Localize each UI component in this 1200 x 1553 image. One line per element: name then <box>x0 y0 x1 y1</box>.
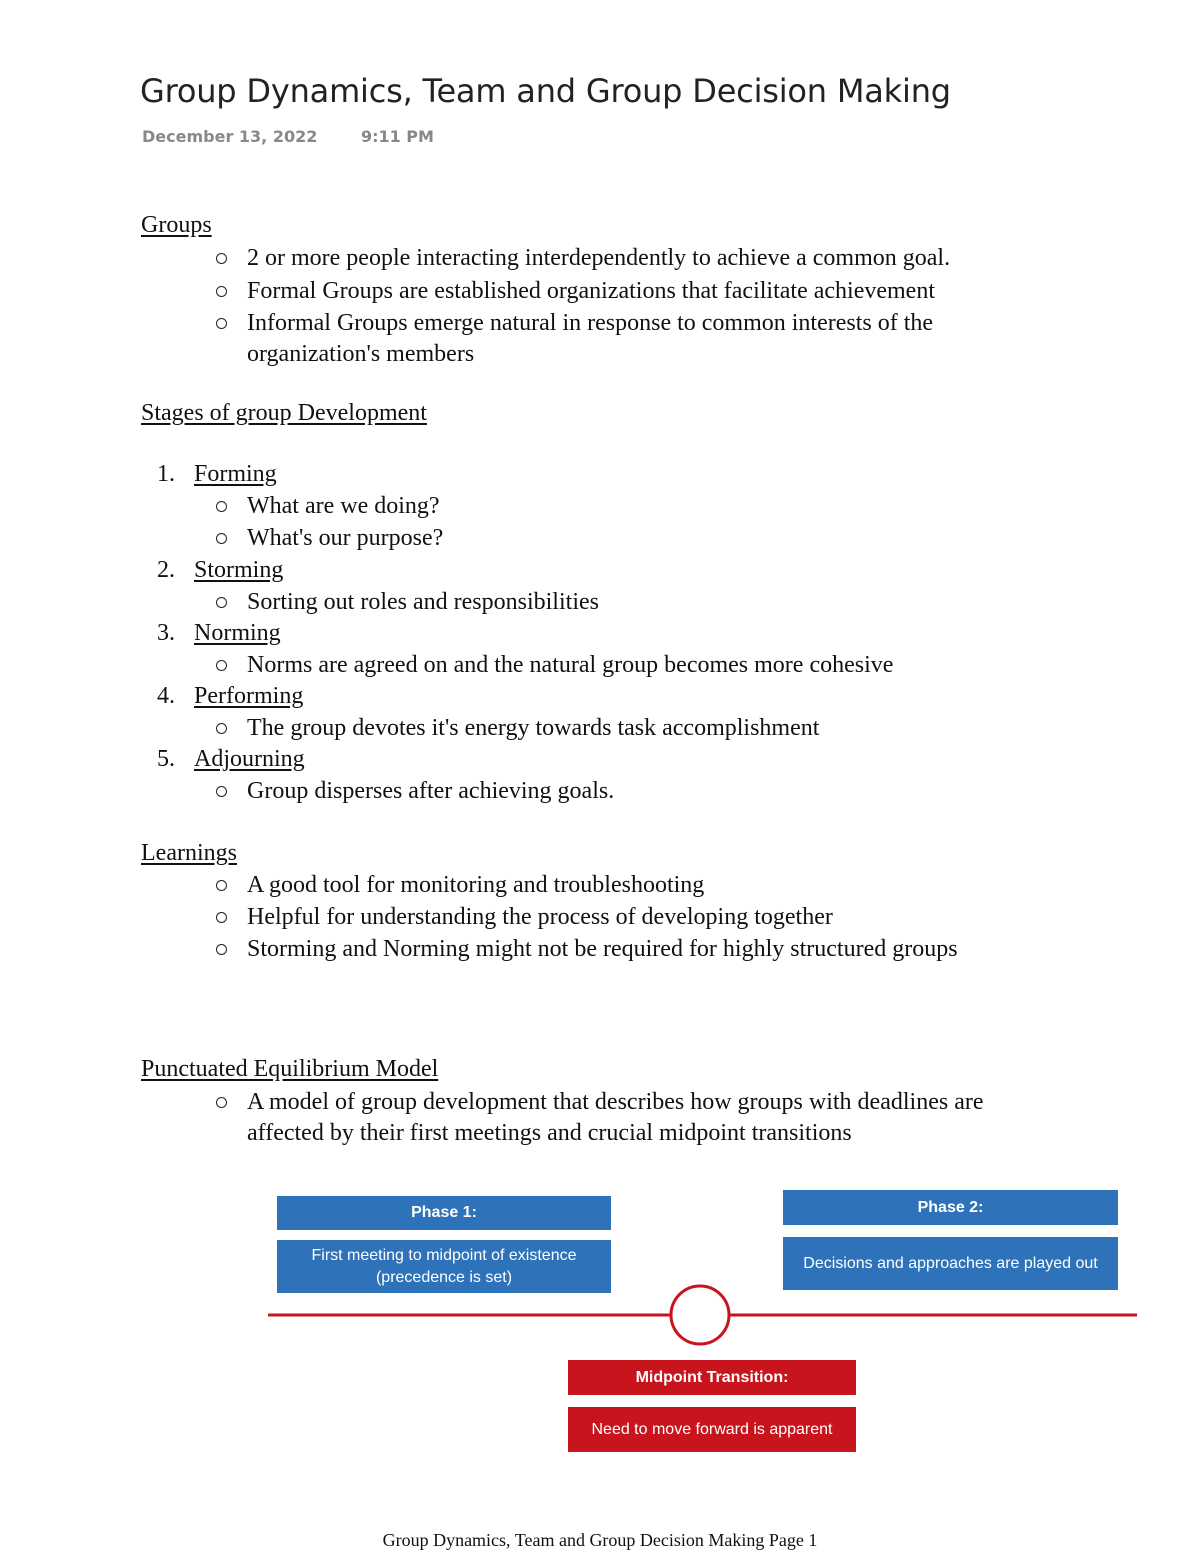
stage-item-storming <box>157 557 283 584</box>
stage-bullet: What are we doing? <box>247 491 1077 522</box>
phase1-text-box: First meeting to midpoint of existence (precedence is set) <box>277 1240 611 1293</box>
stage-bullet: Norms are agreed on and the natural group becomes more cohesive <box>247 650 1077 681</box>
stage-label: Norming <box>194 620 281 646</box>
pem-heading: Punctuated Equilibrium Model <box>141 1056 439 1082</box>
stage-label: Forming <box>194 461 277 487</box>
pem-bullet: A model of group development that describes how groups with deadlines are affected by their first meetings and crucial midpoint transitions <box>247 1087 1062 1149</box>
stage-item-norming <box>157 620 281 647</box>
stage-number: 4. <box>157 683 175 709</box>
stage-bullet: The group devotes it's energy towards task accomplishment <box>247 713 1077 744</box>
stage-bullet: Sorting out roles and responsibilities <box>247 587 1077 618</box>
page-meta <box>142 127 434 146</box>
stage-item-adjourning <box>157 746 305 773</box>
stages-heading: Stages of group Development <box>141 400 427 426</box>
stage-label: Storming <box>194 557 284 583</box>
groups-bullet: Formal Groups are established organizations that facilitate achievement <box>247 276 1077 307</box>
stage-item-forming <box>157 461 277 488</box>
stage-number: 3. <box>157 620 175 646</box>
groups-bullet: 2 or more people interacting interdependently to achieve a common goal. <box>247 243 1077 274</box>
midpoint-title-box: Midpoint Transition: <box>568 1360 856 1395</box>
phase1-title-box: Phase 1: <box>277 1196 611 1230</box>
learnings-bullet: Helpful for understanding the process of developing together <box>247 902 1077 933</box>
groups-bullet: Informal Groups emerge natural in response to common interests of the organization's members <box>247 308 1047 370</box>
page-date: December 13, 2022 <box>142 127 318 146</box>
stage-label: Performing <box>194 683 304 709</box>
stage-item-performing <box>157 683 303 710</box>
page-time: 9:11 PM <box>360 127 434 146</box>
page-title: Group Dynamics, Team and Group Decision Making <box>140 72 951 110</box>
stage-number: 2. <box>157 557 175 583</box>
phase2-text-box: Decisions and approaches are played out <box>783 1237 1118 1290</box>
learnings-bullet: Storming and Norming might not be required for highly structured groups <box>247 934 1007 965</box>
learnings-bullet: A good tool for monitoring and troubleshooting <box>247 870 1077 901</box>
phase2-title-box: Phase 2: <box>783 1190 1118 1225</box>
stage-number: 5. <box>157 746 175 772</box>
page-footer: Group Dynamics, Team and Group Decision Making Page 1 <box>382 1530 818 1550</box>
learnings-heading: Learnings <box>141 840 237 866</box>
stage-bullet: Group disperses after achieving goals. <box>247 776 1077 807</box>
midpoint-circle <box>671 1286 729 1344</box>
stage-number: 1. <box>157 461 175 487</box>
groups-heading: Groups <box>141 212 212 238</box>
stage-bullet: What's our purpose? <box>247 523 1077 554</box>
stage-label: Adjourning <box>194 746 305 772</box>
midpoint-text-box: Need to move forward is apparent <box>568 1407 856 1452</box>
